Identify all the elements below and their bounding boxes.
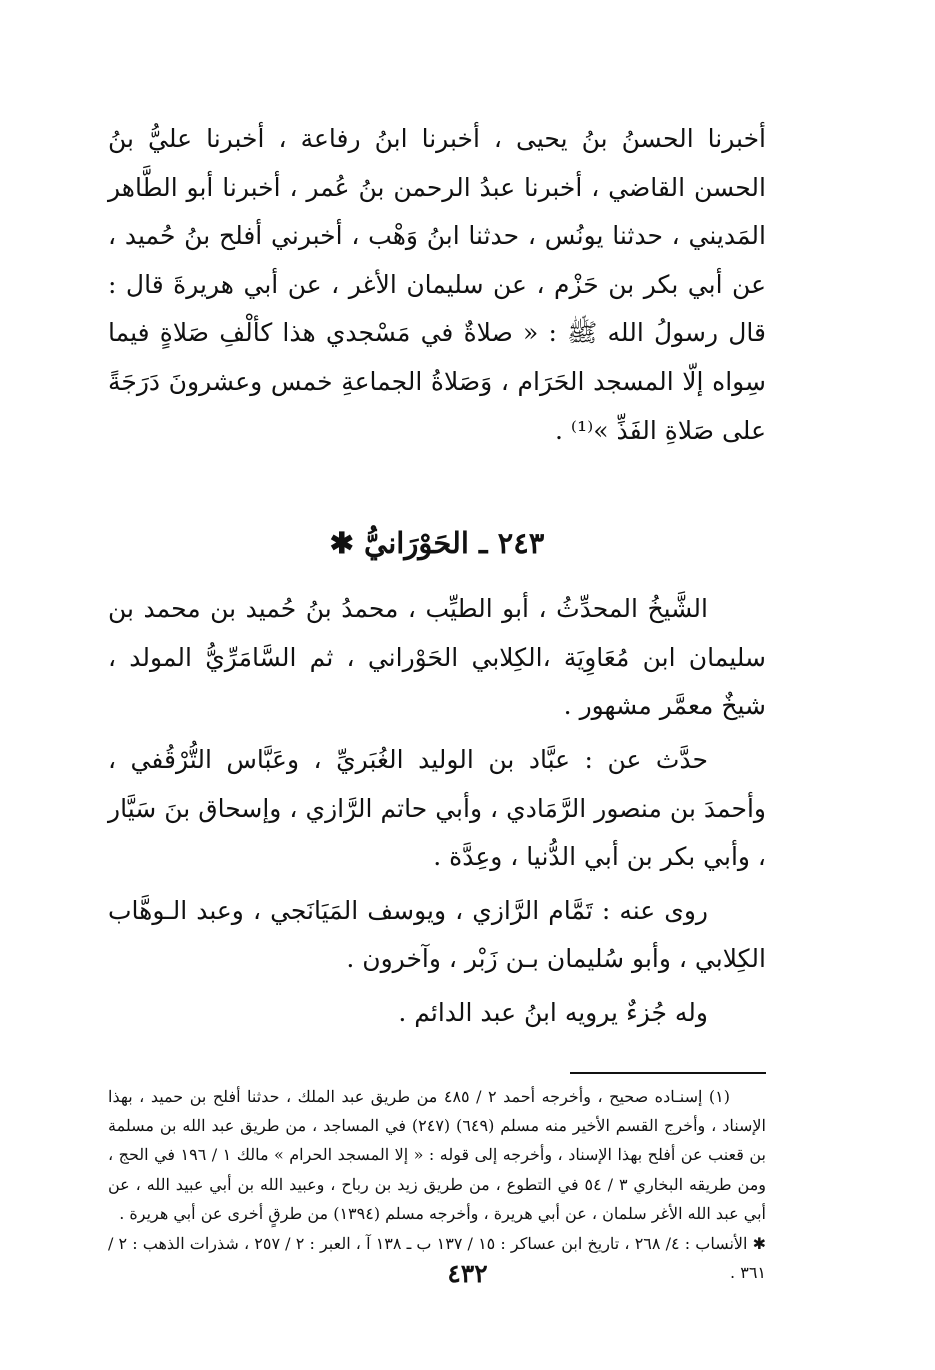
page-number: ٤٣٢ <box>447 1259 488 1288</box>
teachers-paragraph: حدَّث عن : عبَّاد بن الوليد الغُبَريِّ ، وعَبَّاس التُّرْقُفي ، وأحمدَ بن منصور الرَّمَادي ، وأبي حاتم الرَّازي ، وإسحاق بنَ سَيَّار ، وأبي بكر بن أبي الدُّنيا ، وعِدَّة . <box>108 744 766 872</box>
footnotes <box>108 1082 766 1288</box>
footnote-sources: ✱ الأنساب : ٤/ ٢٦٨ ، تاريخ ابن عساكر : ١٥ / ١٣٧ ب ـ ١٣٨ آ ، العبر : ٢ / ٢٥٧ ، شذرات الذهب : ٢ / ٣٦١ . <box>108 1233 767 1282</box>
footnote-divider <box>570 1072 766 1074</box>
students-paragraph: روى عنه : تَمَّام الرَّازي ، ويوسف المَيَانَجي ، وعبد الـوهَّاب الكِلابي ، وأبو سُليمان بـن زَبْر ، وآخرون . <box>108 895 766 974</box>
footnote-1: (١) إسنـاده صحيح ، وأخرجه أحمد ٢ / ٤٨٥ من طريق عبد الملك ، حدثنا أفلح بن حميد ، بهذا الإسناد ، وأخرج القسم الأخير منه مسلم (٦٤٩) (٢٤٧) في المساجد ، من طريق عبد الله بن مسلمة بن قعنب عن أفلح بهذا الإسناد ، وأخرجه إلى قوله : « إلا المسجد الحرام » مالك ١ / ١٩٦ في الحج ، ومن طريقه البخاري ٣ / ٥٤ في التطوع ، من طريق زيد بن رباح ، وعبيد الله بن أبي عبيد الله ، عن أبي عبد الله الأغر سلمان ، عن أبي هريرة ، وأخرجه مسلم (١٣٩٤) من طرقٍ أخرى عن أبي هريرة . <box>108 1086 767 1224</box>
works-paragraph: وله جُزءٌ يرويه ابنُ عبد الدائم . <box>398 997 708 1027</box>
book-page <box>108 115 766 1287</box>
entry-heading: ٢٤٣ ـ الحَوْرَانيُّ ✱ <box>329 526 545 561</box>
hadith-paragraph: أخبرنا الحسنُ بنُ يحيى ، أخبرنا ابنُ رفاعة ، أخبرنا عليُّ بنُ الحسن القاضي ، أخبرنا عبدُ الرحمن بنُ عُمر ، أخبرنا أبو الطَّاهر المَديني ، حدثنا يونُس ، حدثنا ابنُ وَهْب ، أخبرني أفلح بنُ حُميد ، عن أبي بكر بن حَزْم ، عن سليمان الأغر ، عن أبي هريرةَ قال : قال رسولُ الله ﷺ : « صلاةٌ في مَسْجدي هذا كألْفِ صَلاةٍ فيما سِواه إلّا المسجد الحَرَام ، وَصَلاةُ الجماعةِ خمس وعشرونَ دَرَجَةً على صَلاةِ الفَذِّ »⁽¹⁾ . <box>108 124 766 445</box>
biography-paragraph: الشَّيخُ المحدِّثُ ، أبو الطيِّب ، محمدُ بنُ حُميد بن محمد بن سليمان ابن مُعَاوِيَة ،الكِلابي الحَوْراني ، ثم السَّامَرِّيُّ المولد ، شيخٌ معمَّر مشهور . <box>108 594 766 721</box>
entry-body <box>108 585 766 1037</box>
